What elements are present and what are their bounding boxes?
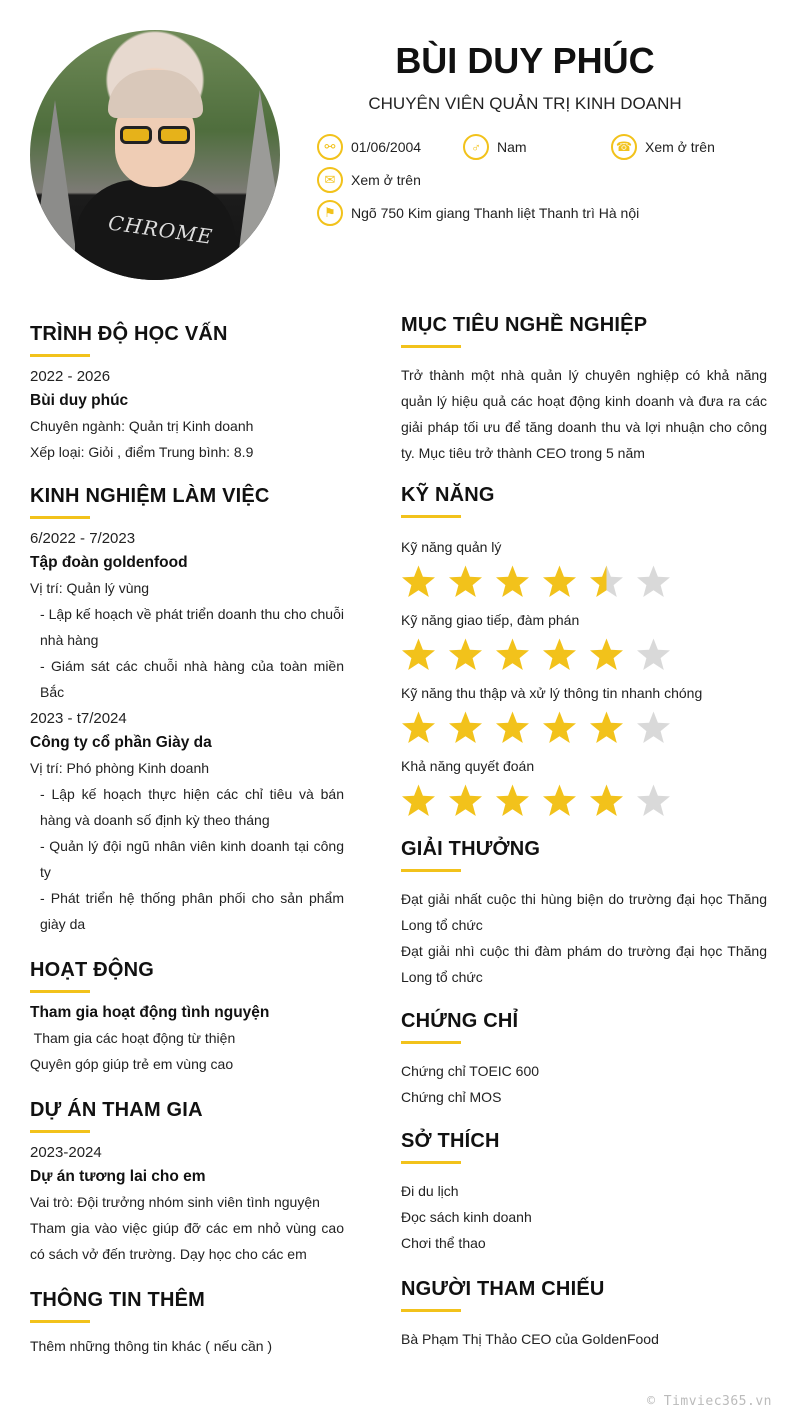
birthday-value: 01/06/2004 (351, 139, 422, 155)
star-icon (495, 564, 530, 599)
project-name: Dự án tương lai cho em (30, 1168, 206, 1185)
references-underline (401, 1309, 461, 1312)
contact-gender (463, 134, 527, 160)
award-item: Đạt giải nhất cuộc thi hùng biện do trường đại học Thăng Long tổ chức (401, 891, 767, 933)
hobby-item: Đọc sách kinh doanh (401, 1209, 532, 1225)
education-period: 2022 - 2026 (30, 368, 111, 385)
job-duty: - Lập kế hoạch thực hiện các chỉ tiêu và bán hàng và doanh số định kỳ theo tháng (40, 786, 344, 828)
skill-rating (401, 637, 767, 672)
photo-hair (108, 70, 203, 118)
star-icon (401, 783, 436, 818)
star-icon (495, 637, 530, 672)
references-heading: NGƯỜI THAM CHIẾU (401, 1278, 605, 1300)
education-underline (30, 354, 90, 357)
contact-phone (611, 134, 715, 160)
star-icon (542, 710, 577, 745)
projects-heading: DỰ ÁN THAM GIA (30, 1099, 203, 1121)
star-icon (589, 564, 624, 599)
job-duty: - Quản lý đội ngũ nhân viên kinh doanh tại công ty (40, 838, 344, 880)
education-section (30, 323, 344, 465)
activity-name: Tham gia hoạt động tình nguyện (30, 1004, 270, 1021)
skills-heading: KỸ NĂNG (401, 484, 495, 506)
star-icon (495, 710, 530, 745)
education-school: Bùi duy phúc (30, 392, 129, 409)
skill-name: Khả năng quyết đoán (401, 758, 535, 774)
activity-line: Quyên góp giúp trẻ em vùng cao (30, 1056, 234, 1072)
skill-name: Kỹ năng thu thập và xử lý thông tin nhanh chóng (401, 685, 703, 701)
job-item (30, 707, 344, 937)
extra-text: Thêm những thông tin khác ( nếu cần ) (30, 1338, 273, 1354)
hobby-item: Đi du lịch (401, 1183, 459, 1199)
job-position: Vị trí: Phó phòng Kinh doanh (30, 760, 210, 776)
project-role: Vai trò: Đội trưởng nhóm sinh viên tình nguyện (30, 1194, 320, 1210)
certificates-section (401, 1010, 767, 1110)
job-company: Tập đoàn goldenfood (30, 554, 188, 571)
reference-text: Bà Phạm Thị Thảo CEO của GoldenFood (401, 1331, 659, 1347)
skills-section (401, 484, 767, 818)
skill-name: Kỹ năng giao tiếp, đàm phán (401, 612, 580, 628)
references-section (401, 1278, 767, 1352)
contact-email (317, 167, 421, 193)
experience-underline (30, 516, 90, 519)
awards-heading: GIẢI THƯỞNG (401, 838, 541, 860)
contact-birthday (317, 134, 421, 160)
extra-heading: THÔNG TIN THÊM (30, 1289, 206, 1311)
certificates-underline (401, 1041, 461, 1044)
star-icon (448, 564, 483, 599)
star-icon (401, 564, 436, 599)
map-pin-icon: ⚑ (317, 200, 343, 226)
phone-value: Xem ở trên (645, 139, 715, 155)
cake-icon: ⚯ (317, 134, 343, 160)
star-icon (401, 637, 436, 672)
projects-section (30, 1099, 344, 1267)
skill-rating (401, 710, 767, 745)
project-desc: Tham gia vào việc giúp đỡ các em nhỏ vùng cao có sách vở đến trường. Dạy học cho các em (30, 1220, 344, 1262)
photo-rock-right (235, 90, 280, 280)
awards-underline (401, 869, 461, 872)
activity-line: Tham gia các hoạt động từ thiện (30, 1030, 236, 1046)
hobbies-underline (401, 1161, 461, 1164)
activities-section (30, 959, 344, 1077)
job-position: Vị trí: Quản lý vùng (30, 580, 150, 596)
star-icon (636, 710, 671, 745)
candidate-title: CHUYÊN VIÊN QUẢN TRỊ KINH DOANH (368, 94, 682, 113)
award-item: Đạt giải nhì cuộc thi đàm phám do trường đại học Thăng Long tổ chức (401, 943, 767, 985)
star-icon (589, 710, 624, 745)
skill-item (401, 753, 767, 818)
job-item (30, 527, 344, 705)
star-icon (589, 637, 624, 672)
gender-value: Nam (497, 139, 527, 155)
certificates-heading: CHỨNG CHỈ (401, 1010, 519, 1032)
photo-glasses-right (158, 126, 190, 144)
star-icon (495, 783, 530, 818)
profile-photo (30, 30, 280, 280)
star-icon (636, 564, 671, 599)
star-icon (401, 710, 436, 745)
activities-underline (30, 990, 90, 993)
skill-name: Kỹ năng quản lý (401, 539, 502, 555)
project-period: 2023-2024 (30, 1144, 102, 1161)
star-icon (636, 637, 671, 672)
photo-shirt-logo: CHROME (106, 210, 215, 249)
job-duty: - Phát triển hệ thống phân phối cho sản phẩm giày da (40, 890, 344, 932)
skill-item (401, 607, 767, 672)
activities-heading: HOẠT ĐỘNG (30, 959, 155, 981)
objective-section (401, 314, 767, 466)
skill-item (401, 534, 767, 599)
education-major: Chuyên ngành: Quản trị Kinh doanh (30, 418, 254, 434)
right-column (401, 314, 767, 1352)
star-icon (542, 564, 577, 599)
skill-rating (401, 564, 767, 599)
star-icon (448, 710, 483, 745)
job-duty: - Giám sát các chuỗi nhà hàng của toàn miền Bắc (40, 658, 344, 700)
objective-text: Trở thành một nhà quản lý chuyên nghiệp có khả năng quản lý hiệu quả các hoạt động kinh doanh và đưa ra các giải pháp tối ưu để tăng doanh thu và lợi nhuận cho công ty. Mục tiêu trở thành CEO trong 5 năm (401, 367, 767, 461)
job-period: 6/2022 - 7/2023 (30, 530, 136, 547)
star-icon (636, 783, 671, 818)
star-icon (589, 783, 624, 818)
skill-item (401, 680, 767, 745)
left-column (30, 323, 344, 1359)
contact-address (317, 200, 639, 226)
experience-section (30, 485, 344, 937)
skills-underline (401, 515, 461, 518)
star-icon (448, 637, 483, 672)
hobbies-section (401, 1130, 767, 1256)
hobby-item: Chơi thể thao (401, 1235, 486, 1251)
education-grade: Xếp loại: Giỏi , điểm Trung bình: 8.9 (30, 444, 254, 460)
certificate-item: Chứng chỉ MOS (401, 1089, 502, 1105)
extra-section (30, 1289, 344, 1359)
certificate-item: Chứng chỉ TOEIC 600 (401, 1063, 540, 1079)
job-duty: - Lập kế hoạch về phát triển doanh thu cho chuỗi nhà hàng (40, 606, 344, 648)
address-value: Ngõ 750 Kim giang Thanh liệt Thanh trì Hà nội (351, 205, 640, 221)
hobbies-heading: SỞ THÍCH (401, 1130, 500, 1152)
education-heading: TRÌNH ĐỘ HỌC VẤN (30, 323, 228, 345)
skills-list (401, 534, 767, 818)
job-company: Công ty cổ phần Giày da (30, 734, 212, 751)
objective-underline (401, 345, 461, 348)
candidate-name: BÙI DUY PHÚC (395, 40, 655, 81)
star-icon (542, 637, 577, 672)
experience-heading: KINH NGHIỆM LÀM VIỆC (30, 485, 270, 507)
extra-underline (30, 1320, 90, 1323)
awards-section (401, 838, 767, 990)
projects-underline (30, 1130, 90, 1133)
email-icon: ✉ (317, 167, 343, 193)
skill-rating (401, 783, 767, 818)
gender-icon: ♂ (463, 134, 489, 160)
objective-heading: MỤC TIÊU NGHỀ NGHIỆP (401, 314, 648, 336)
email-value: Xem ở trên (351, 172, 421, 188)
phone-icon: ☎ (611, 134, 637, 160)
photo-glasses-left (120, 126, 152, 144)
job-period: 2023 - t7/2024 (30, 710, 127, 727)
photo-rock-left (30, 100, 80, 280)
star-icon (542, 783, 577, 818)
star-icon (448, 783, 483, 818)
watermark: © Timviec365.vn (647, 1394, 772, 1409)
